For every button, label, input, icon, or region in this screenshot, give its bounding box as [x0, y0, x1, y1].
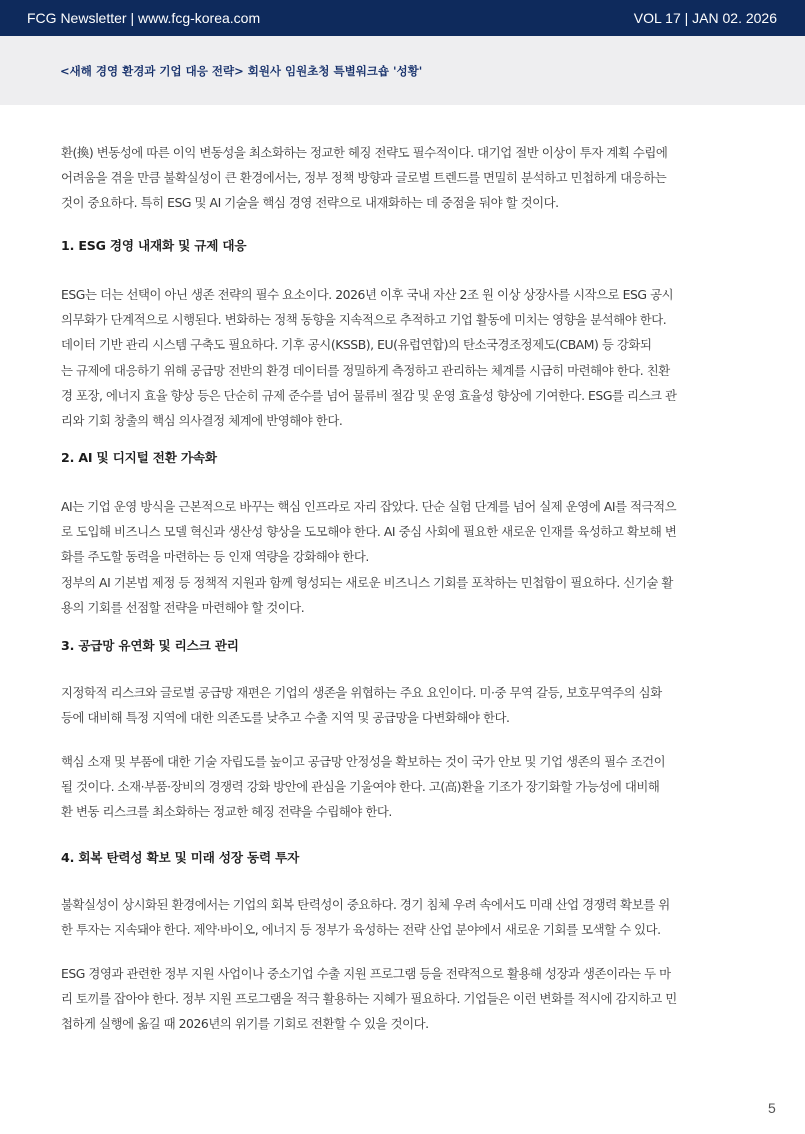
section-paragraph	[61, 961, 744, 1037]
section-paragraph	[61, 892, 744, 942]
section-paragraph	[61, 749, 744, 825]
text-line: 것이 중요하다. 특히 ESG 및 AI 기술을 핵심 경영 전략으로 내재화하는 데 중점을 둬야 할 것이다.	[61, 195, 559, 211]
text-line: 환(換) 변동성에 따른 이익 변동성을 최소화하는 정교한 헤징 전략도 필수적이다. 대기업 절반 이상이 투자 계획 수립에	[61, 145, 668, 160]
text-line: 불확실성이 상시화된 환경에서는 기업의 회복 탄력성이 중요하다. 경기 침체 우려 속에서도 미래 산업 경쟁력 확보를 위	[61, 897, 670, 912]
text-line: 어려움을 겪을 만큼 불확실성이 큰 환경에서는, 정부 정책 방향과 글로벌 트렌드를 면밀히 분석하고 민첩하게 대응하는	[61, 170, 667, 186]
section-heading-ai: 2. AI 및 디지털 전환 가속화	[61, 450, 217, 465]
article-title-banner	[0, 36, 805, 105]
section-paragraph	[61, 494, 744, 620]
text-line: ESG 경영과 관련한 정부 지원 사업이나 중소기업 수출 지원 프로그램 등을 전략적으로 활용해 성장과 생존이라는 두 마	[61, 966, 671, 981]
text-line: 는 규제에 대응하기 위해 공급망 전반의 환경 데이터를 정밀하게 측정하고 관리하는 체계를 시급히 마련해야 한다. 친환	[61, 362, 670, 378]
text-line: 환 변동 리스크를 최소화하는 정교한 헤징 전략을 수립해야 한다.	[61, 804, 392, 820]
text-line: 로 도입해 비즈니스 모델 혁신과 생산성 향상을 도모해야 한다. AI 중심 사회에 필요한 새로운 인재를 육성하고 확보해 변	[61, 524, 677, 540]
section-heading-esg: 1. ESG 경영 내재화 및 규제 대응	[61, 238, 247, 253]
text-line: 첩하게 실행에 옮길 때 2026년의 위기를 기회로 전환할 수 있을 것이다.	[61, 1016, 429, 1032]
section-paragraph	[61, 282, 744, 433]
text-line: 등에 대비해 특정 지역에 대한 의존도를 낮추고 수출 지역 및 공급망을 다변화해야 한다.	[61, 710, 510, 726]
text-line: 화를 주도할 동력을 마련하는 등 인재 역량을 강화해야 한다.	[61, 549, 369, 565]
page-number: 5	[768, 1100, 776, 1116]
section-paragraph	[61, 680, 744, 730]
text-line: 리 토끼를 잡아야 한다. 정부 지원 프로그램을 적극 활용하는 지혜가 필요하다. 기업들은 이런 변화를 적시에 감지하고 민	[61, 991, 677, 1007]
text-line: 될 것이다. 소재·부품·장비의 경쟁력 강화 방안에 관심을 기울여야 한다. 고(高)환율 기조가 장기화할 가능성에 대비해	[61, 779, 660, 795]
issue-date-text: VOL 17 | JAN 02. 2026	[633, 10, 777, 26]
text-line: 용의 기회를 선점할 전략을 마련해야 할 것이다.	[61, 599, 305, 615]
text-line: 한 투자는 지속돼야 한다. 제약·바이오, 에너지 등 정부가 육성하는 전략 산업 분야에서 새로운 기회를 모색할 수 있다.	[61, 922, 661, 938]
text-line: 경 포장, 에너지 효율 향상 등은 단순히 규제 준수를 넘어 물류비 절감 및 운영 효율성 향상에 기여한다. ESG를 리스크 관	[61, 387, 677, 403]
text-line: 리와 기회 창출의 핵심 의사결정 체계에 반영해야 한다.	[61, 413, 343, 429]
section-heading-supply-chain: 3. 공급망 유연화 및 리스크 관리	[61, 638, 239, 653]
text-line: 정부의 AI 기본법 제정 등 정책적 지원과 함께 형성되는 새로운 비즈니스 기회를 포착하는 민첩함이 필요하다. 신기술 활	[61, 574, 673, 590]
text-line: 지정학적 리스크와 글로벌 공급망 재편은 기업의 생존을 위협하는 주요 요인이다. 미·중 무역 갈등, 보호무역주의 심화	[61, 685, 662, 700]
text-line: 데이터 기반 관리 시스템 구축도 필요하다. 기후 공시(KSSB), EU(유럽연합)의 탄소국경조정제도(CBAM) 등 강화되	[61, 337, 652, 353]
newsletter-site-text: FCG Newsletter | www.fcg-korea.com	[27, 10, 261, 26]
text-line: AI는 기업 운영 방식을 근본적으로 바꾸는 핵심 인프라로 자리 잡았다. 단순 실험 단계를 넘어 실제 운영에 AI를 적극적으	[61, 499, 677, 514]
intro-paragraph	[61, 140, 744, 216]
article-title: <새해 경영 환경과 기업 대응 전략> 회원사 임원초청 특별워크숍 '성황'	[60, 63, 423, 78]
section-heading-resilience: 4. 회복 탄력성 확보 및 미래 성장 동력 투자	[61, 850, 300, 865]
text-line: 의무화가 단계적으로 시행된다. 변화하는 정책 동향을 지속적으로 추적하고 기업 활동에 미치는 영향을 분석해야 한다.	[61, 312, 667, 328]
text-line: ESG는 더는 선택이 아닌 생존 전략의 필수 요소이다. 2026년 이후 국내 자산 2조 원 이상 상장사를 시작으로 ESG 공시	[61, 287, 674, 302]
text-line: 핵심 소재 및 부품에 대한 기술 자립도를 높이고 공급망 안정성을 확보하는 것이 국가 안보 및 기업 생존의 필수 조건이	[61, 754, 666, 769]
newsletter-header-bar	[0, 0, 805, 36]
